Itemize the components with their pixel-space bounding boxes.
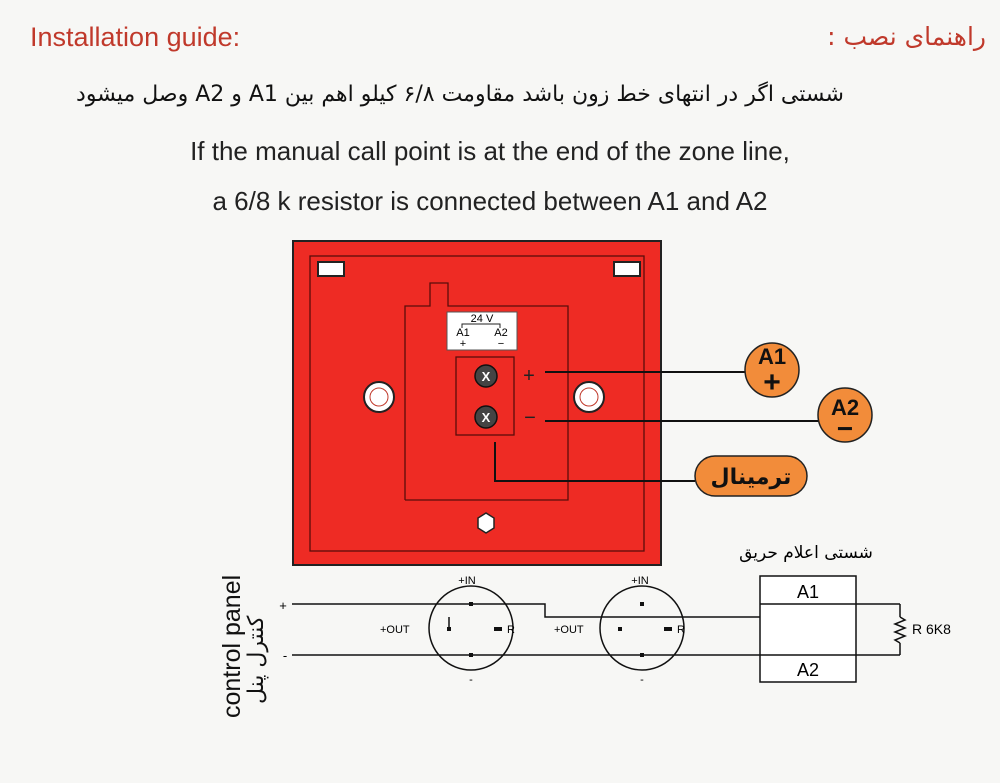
voltage-label: 24 V bbox=[470, 313, 494, 325]
detector-1-in: +IN bbox=[458, 575, 476, 587]
detector-1-r: R bbox=[507, 624, 515, 636]
panel-minus-sign: - bbox=[282, 648, 288, 663]
resistor-label: R 6K8 bbox=[912, 621, 951, 637]
plate-slot-left bbox=[318, 262, 344, 276]
plus-side-sign: + bbox=[523, 365, 535, 387]
callout-terminal-label: ترمینال bbox=[710, 465, 792, 490]
callout-a2 bbox=[818, 388, 872, 444]
device-plate bbox=[293, 241, 661, 565]
detector-1-out: +OUT bbox=[380, 624, 410, 636]
detector-2-minus: - bbox=[640, 674, 644, 686]
screw-mark-a1: X bbox=[481, 369, 491, 384]
detector-2-in: +IN bbox=[631, 575, 649, 587]
title-persian: راهنمای نصب : bbox=[827, 22, 986, 51]
minus-side-sign: − bbox=[524, 407, 536, 429]
wire-positive bbox=[292, 604, 760, 617]
resistor-symbol bbox=[895, 617, 905, 643]
callout-a1-sign: + bbox=[763, 366, 781, 399]
detector-1-minus: - bbox=[469, 674, 473, 686]
label-plus: + bbox=[459, 338, 467, 350]
label-a1: A1 bbox=[456, 327, 470, 339]
control-panel-label-persian: کنترل پنل bbox=[244, 615, 269, 704]
callout-a2-sign: − bbox=[836, 413, 854, 444]
panel-plus-sign: + bbox=[279, 598, 287, 613]
manual-call-point-label: شستی اعلام حریق bbox=[739, 543, 873, 563]
instruction-english-line2: a 6/8 k resistor is connected between A1 and A2 bbox=[212, 186, 768, 216]
callout-a2-name: A2 bbox=[830, 395, 860, 420]
box-a2-label: A2 bbox=[796, 660, 820, 680]
detector-2 bbox=[554, 575, 685, 686]
hex-screw bbox=[478, 513, 494, 533]
instruction-english-line1: If the manual call point is at the end of the zone line, bbox=[190, 136, 790, 166]
detector-2-r: R bbox=[677, 624, 685, 636]
detector-2-out: +OUT bbox=[554, 624, 584, 636]
label-minus: − bbox=[497, 338, 505, 350]
instruction-persian: شستی اگر در انتهای خط زون باشد مقاومت ۶/۸ کیلو اهم بین A1 و A2 وصل میشود bbox=[76, 82, 844, 107]
callout-a1 bbox=[745, 343, 799, 399]
callout-terminal bbox=[695, 456, 807, 496]
control-panel-label: control panel bbox=[218, 574, 246, 718]
label-a2: A2 bbox=[494, 327, 508, 339]
callout-a1-name: A1 bbox=[757, 344, 787, 369]
plate-slot-right bbox=[614, 262, 640, 276]
title-english: Installation guide: bbox=[30, 22, 241, 52]
box-a1-label: A1 bbox=[796, 582, 820, 602]
screw-mark-a2: X bbox=[481, 410, 491, 425]
detector-1 bbox=[380, 575, 515, 686]
